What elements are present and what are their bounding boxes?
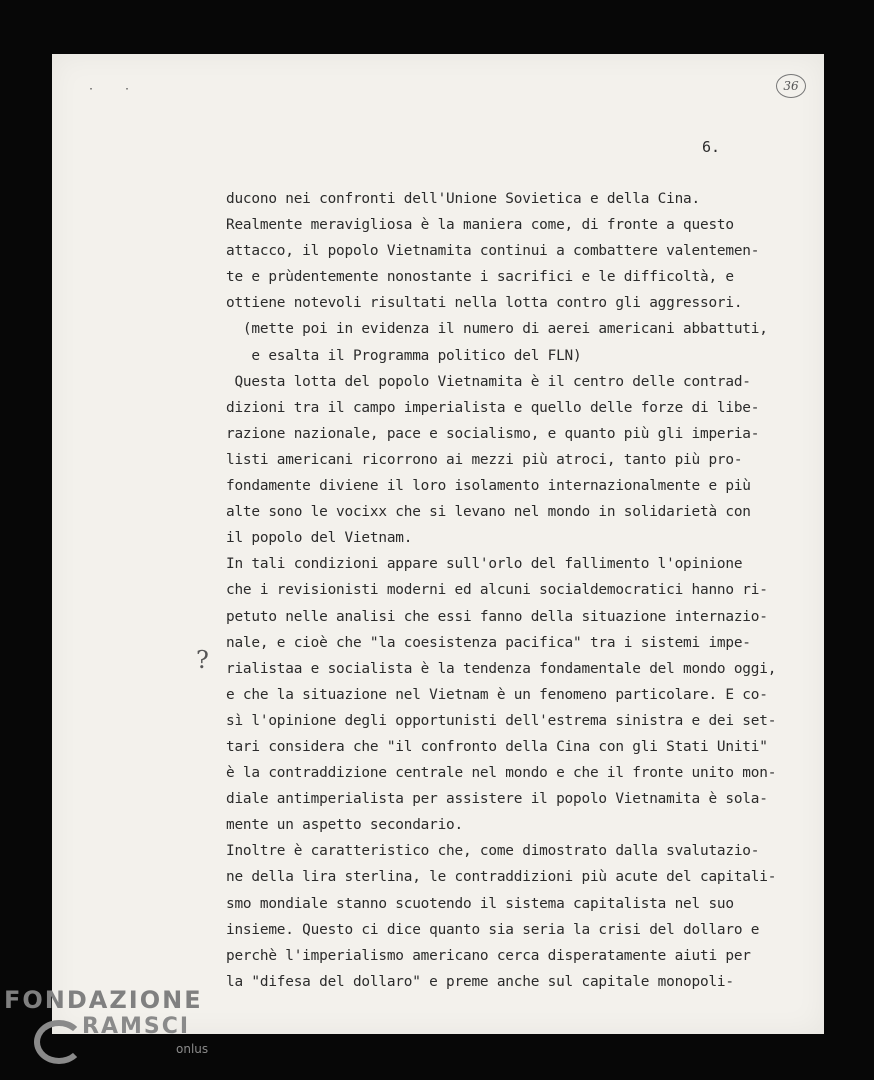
text-line: perchè l'imperialismo americano cerca disperatamente aiuti per xyxy=(226,947,751,964)
text-line: e esalta il Programma politico del FLN) xyxy=(226,347,582,364)
text-line: Inoltre è caratteristico che, come dimostrato dalla svalutazio- xyxy=(226,843,760,860)
text-line: insieme. Questo ci dice quanto sia seria la crisi del dollaro e xyxy=(226,921,760,938)
text-line: (mette poi in evidenza il numero di aerei americani abbattuti, xyxy=(226,321,768,338)
logo-text-line2: RAMSCI xyxy=(82,1014,191,1039)
text-line: che i revisionisti moderni ed alcuni socialdemocratici hanno ri- xyxy=(226,582,768,599)
margin-question-mark: ? xyxy=(196,646,209,674)
text-line: nale, e cioè che "la coesistenza pacifica" tra i sistemi impe- xyxy=(226,634,751,651)
text-line: Questa lotta del popolo Vietnamita è il centro delle contrad- xyxy=(226,373,751,390)
logo-text-line1: FONDAZIONE xyxy=(4,986,203,1014)
text-line: diale antimperialista per assistere il popolo Vietnamita è sola- xyxy=(226,791,768,808)
text-line: Realmente meravigliosa è la maniera come, di fronte a questo xyxy=(226,217,734,234)
text-line: dizioni tra il campo imperialista e quello delle forze di libe- xyxy=(226,399,760,416)
text-line: fondamente diviene il loro isolamento internazionalmente e più xyxy=(226,478,751,495)
text-line: è la contraddizione centrale nel mondo e che il fronte unito mon- xyxy=(226,765,777,782)
text-line: attacco, il popolo Vietnamita continui a combattere valentemen- xyxy=(226,243,760,260)
text-line: ducono nei confronti dell'Unione Sovietica e della Cina. xyxy=(226,191,700,207)
text-line: e che la situazione nel Vietnam è un fenomeno particolare. E co- xyxy=(226,686,768,703)
typewritten-body xyxy=(226,186,826,995)
text-line: In tali condizioni appare sull'orlo del fallimento l'opinione xyxy=(226,556,743,573)
text-line: tari considera che "il confronto della Cina con gli Stati Uniti" xyxy=(226,738,768,755)
text-line: ottiene notevoli risultati nella lotta contro gli aggressori. xyxy=(226,295,743,312)
logo-g-icon xyxy=(34,1020,84,1064)
text-line: listi americani ricorrono ai mezzi più atroci, tanto più pro- xyxy=(226,451,743,468)
paper-specks: · · xyxy=(88,84,143,95)
page-number: 6. xyxy=(702,138,721,156)
logo-text-line3: onlus xyxy=(176,1042,209,1056)
text-line: mente un aspetto secondario. xyxy=(226,817,463,834)
text-line: sì l'opinione degli opportunisti dell'estrema sinistra e dei set- xyxy=(226,712,777,729)
text-line: rialistaa e socialista è la tendenza fondamentale del mondo oggi, xyxy=(226,660,777,677)
text-line: ne della lira sterlina, le contraddizioni più acute del capitali- xyxy=(226,869,777,886)
text-line: te e prùdentemente nonostante i sacrifici e le difficoltà, e xyxy=(226,269,734,286)
text-line: la "difesa del dollaro" e preme anche sul capitale monopoli- xyxy=(226,973,734,990)
fondazione-gramsci-logo xyxy=(4,986,234,1076)
text-line: il popolo del Vietnam. xyxy=(226,530,413,547)
text-line: smo mondiale stanno scuotendo il sistema capitalista nel suo xyxy=(226,895,734,912)
text-line: petuto nelle analisi che essi fanno della situazione internazio- xyxy=(226,608,768,625)
text-line: razione nazionale, pace e socialismo, e quanto più gli imperia- xyxy=(226,425,760,442)
folio-number: 36 xyxy=(776,74,806,98)
text-line: alte sono le vocixx che si levano nel mondo in solidarietà con xyxy=(226,504,751,521)
